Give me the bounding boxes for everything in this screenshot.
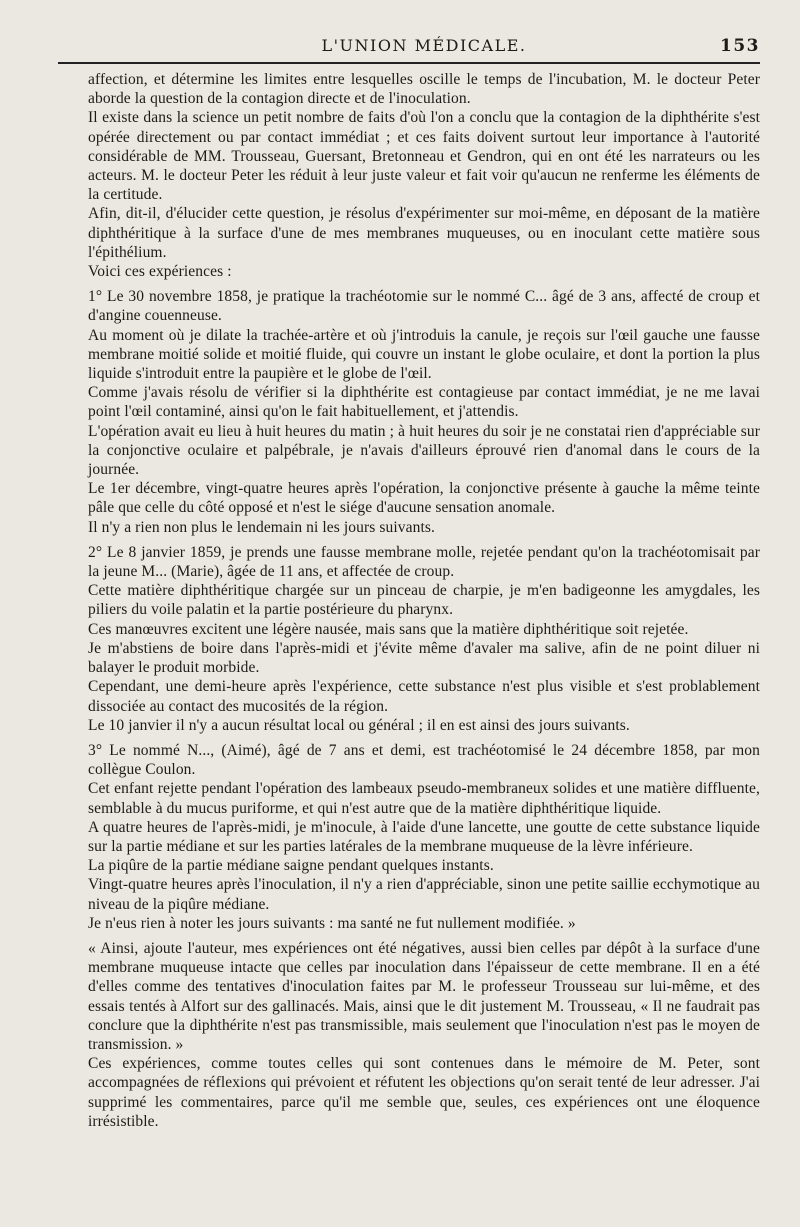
paragraph: Cependant, une demi-heure après l'expérience, cette substance n'est plus visible et s'est problablement dissociée au contact des mucosités de la région.: [88, 678, 760, 715]
paragraph: Le 1er décembre, vingt-quatre heures après l'opération, la conjonctive présente à gauche la même teinte pâle que celle du côté opposé et n'est le siége d'aucune sensation anomale.: [88, 480, 760, 517]
paragraph: L'opération avait eu lieu à huit heures du matin ; à huit heures du soir je ne constatai rien d'appréciable sur la conjonctive oculaire et palpébrale, je n'avais d'ailleurs éprouvé rien d'anomal dans le cours de la journée.: [88, 422, 760, 479]
paragraph: 3° Le nommé N..., (Aimé), âgé de 7 ans et demi, est trachéotomisé le 24 décembre 1858, par mon collègue Coulon.: [88, 741, 760, 779]
paragraph: « Ainsi, ajoute l'auteur, mes expériences ont été négatives, aussi bien celles par dépôt à la surface d'une membrane muqueuse intacte que celles par inoculation dans l'épaisseur de cette membrane. Il en a été d'elles comme des tentatives d'inoculation faites par M. le professeur Trousseau sur lui-même, et des essais tentés à Alfort sur des gallinacés. Mais, ainsi que le dit justement M. Trousseau, « Il ne faudrait pas conclure que la diphthérite n'est pas transmissible, mais seulement que l'inoculation n'est pas le moyen de transmission. »: [88, 939, 760, 1053]
paragraph: Afin, dit-il, d'élucider cette question, je résolus d'expérimenter sur moi-même, en déposant de la matière diphthéritique à la surface d'une de mes membranes muqueuses, ou en inoculant cette matière sous l'épithélium.: [88, 205, 760, 261]
paragraph: Il n'y a rien non plus le lendemain ni les jours suivants.: [88, 518, 435, 536]
paragraph: Cette matière diphthéritique chargée sur un pinceau de charpie, je m'en badigeonne les amygdales, les piliers du voile palatin et la partie postérieure du pharynx.: [88, 582, 760, 619]
paragraph: affection, et détermine les limites entre lesquelles oscille le temps de l'incubation, M. le docteur Peter aborde la question de la contagion directe et de l'inoculation.: [88, 71, 760, 108]
paragraph: A quatre heures de l'après-midi, je m'inocule, à l'aide d'une lancette, une goutte de cette substance liquide sur la partie médiane et sur les parties latérales de la membrane muqueuse de la lèvre inférieure.: [88, 818, 760, 855]
paragraph: Il existe dans la science un petit nombre de faits d'où l'on a conclu que la contagion de la diphthérite s'est opérée directement ou par contact immédiat ; et ces faits doivent surtout leur importance à l'autorité considérable de MM. Trousseau, Guersant, Bretonneau et Gendron, qui en ont été les narrateurs ou les acteurs. M. le docteur Peter les réduit à leur juste valeur et fait voir qu'aucun ne renferme les éléments de la certitude.: [88, 109, 760, 204]
journal-title: L'UNION MÉDICALE.: [321, 36, 527, 55]
paragraph: 1° Le 30 novembre 1858, je pratique la trachéotomie sur le nommé C... âgé de 3 ans, affecté de croup et d'angine couenneuse.: [88, 288, 760, 325]
paragraph: Voici ces expériences :: [88, 263, 232, 281]
paragraph: Vingt-quatre heures après l'inoculation, il n'y a rien d'appréciable, sinon une petite saillie ecchymotique au niveau de la piqûre médiane.: [88, 876, 760, 913]
paragraph: Cet enfant rejette pendant l'opération des lambeaux pseudo-membraneux solides et une matière diffluente, semblable à du mucus puriforme, et qui n'est autre que de la matière diphthéritique liquide.: [88, 780, 760, 817]
page-number: 153: [720, 36, 760, 56]
paragraph: 2° Le 8 janvier 1859, je prends une fausse membrane molle, rejetée pendant qu'on la trachéotomisait par la jeune M... (Marie), âgée de 11 ans, et affectée de croup.: [88, 543, 760, 581]
paragraph: Le 10 janvier il n'y a aucun résultat local ou général ; il en est ainsi des jours suivants.: [88, 716, 630, 734]
paragraph: Ces expériences, comme toutes celles qui sont contenues dans le mémoire de M. Peter, sont accompagnées de réflexions qui prévoient et réfutent les objections qu'on serait tenté de leur adresser. J'ai supprimé les commentaires, parce qu'il me semble que, seules, ces expériences ont une éloquence irrésistible.: [88, 1055, 760, 1130]
article-body: [88, 70, 760, 1131]
paragraph: Je m'abstiens de boire dans l'après-midi et j'évite même d'avaler ma salive, afin de ne point diluer ni balayer le produit morbide.: [88, 639, 760, 677]
header-rule: [58, 62, 760, 64]
paragraph: Ces manœuvres excitent une légère nausée, mais sans que la matière diphthéritique soit rejetée.: [88, 620, 689, 638]
paragraph: Comme j'avais résolu de vérifier si la diphthérite est contagieuse par contact immédiat, je ne me lavai point l'œil contaminé, ainsi qu'on le fait habituellement, et j'attendis.: [88, 384, 760, 421]
running-header: [88, 28, 760, 58]
paragraph: Au moment où je dilate la trachée-artère et où j'introduis la canule, je reçois sur l'œil gauche une fausse membrane moitié solide et moitié fluide, qui couvre un instant le globe oculaire, et dont la portion la plus liquide s'introduit entre la paupière et le globe de l'œil.: [88, 326, 760, 383]
paragraph: La piqûre de la partie médiane saigne pendant quelques instants.: [88, 857, 494, 875]
paragraph: Je n'eus rien à noter les jours suivants : ma santé ne fut nullement modifiée. »: [88, 914, 576, 932]
